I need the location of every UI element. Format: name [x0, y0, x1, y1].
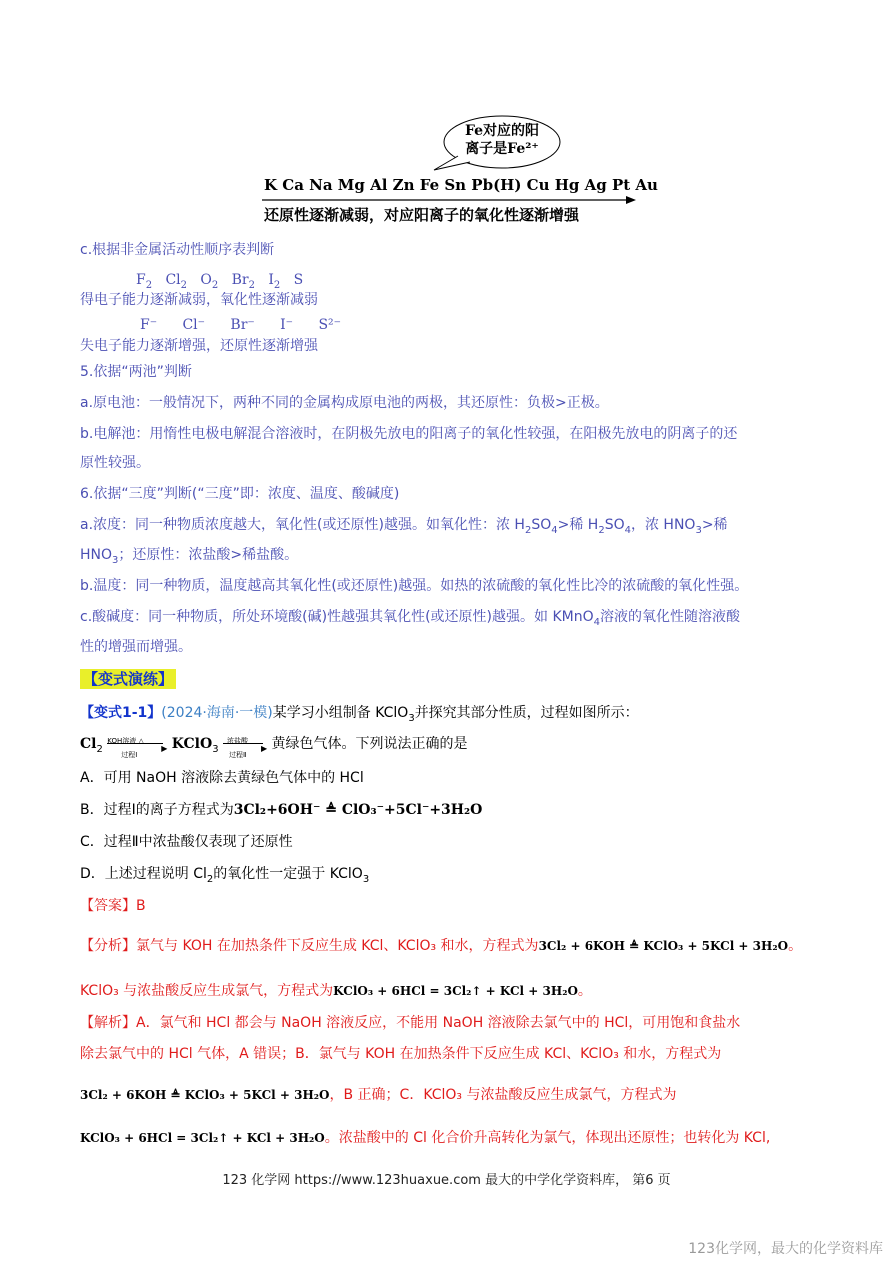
- ion-S: S²⁻: [318, 317, 342, 333]
- option-b: B．过程Ⅰ的离子方程式为3Cl₂+6OH⁻ ≜ ClO₃⁻+5Cl⁻+3H₂O: [80, 802, 483, 818]
- section5-heading: 5.依据“两池”判断: [80, 364, 192, 380]
- ion-row: [140, 315, 341, 335]
- explain-line-4: KClO₃ + 6HCl = 3Cl₂↑ + KCl + 3H₂O。浓盐酸中的 Cl 化合价升高转化为氯气，体现出还原性；也转化为 KCl,: [80, 1130, 771, 1146]
- element-I: $I_2$: [268, 272, 281, 291]
- answer: 【答案】B: [80, 898, 146, 914]
- question-header: 【变式1-1】(2024·海南·一模)某学习小组制备 KClO$_3$并探究其部分性质，过程如图所示：: [80, 705, 639, 724]
- section6-c2: 性的增强而增强。: [80, 639, 192, 655]
- ion-Cl: Cl⁻: [182, 317, 206, 333]
- ion-I: I⁻: [280, 317, 294, 333]
- element-Cl: $Cl_2$: [165, 272, 188, 291]
- option-a: A．可用 NaOH 溶液除去黄绿色气体中的 HCl: [80, 770, 364, 786]
- section6-a2: $HNO_3$；还原性：浓盐酸>稀盐酸。: [80, 547, 299, 566]
- reaction-flow: $Cl_2$ KOH溶液 △ ▶ 过程Ⅰ KClO$_3$ 浓盐酸 ▶ 过程Ⅱ 黄绿色气体。下列说法正确的是: [80, 736, 468, 759]
- analysis-equation-1: 3Cl₂ + 6KOH ≜ KClO₃ + 5KCl + 3H₂O: [538, 939, 789, 953]
- question-source: (2024·海南·一模): [161, 705, 273, 721]
- element-row: [136, 270, 303, 290]
- analysis-equation-2: KClO₃ + 6HCl = 3Cl₂↑ + KCl + 3H₂O: [333, 984, 578, 998]
- explain-equation-4: KClO₃ + 6HCl = 3Cl₂↑ + KCl + 3H₂O: [80, 1131, 325, 1145]
- metal-series: K Ca Na Mg Al Zn Fe Sn Pb(H) Cu Hg Ag Pt Au: [264, 176, 658, 194]
- analysis-line-1: 【分析】氯气与 KOH 在加热条件下反应生成 KCl、KClO₃ 和水，方程式为3Cl₂ + 6KOH ≜ KClO₃ + 5KCl + 3H₂O。: [80, 938, 803, 954]
- section5-b2: 原性较强。: [80, 455, 150, 471]
- analysis-line-2: KClO₃ 与浓盐酸反应生成氯气，方程式为KClO₃ + 6HCl = 3Cl₂↑ + KCl + 3H₂O。: [80, 983, 592, 999]
- explain-line-3: 3Cl₂ + 6KOH ≜ KClO₃ + 5KCl + 3H₂O，B 正确；C．KClO₃ 与浓盐酸反应生成氯气，方程式为: [80, 1087, 677, 1103]
- option-d: D．上述过程说明 $Cl_2$的氧化性一定强于 KClO$_3$: [80, 866, 370, 885]
- ion-F: F⁻: [140, 317, 158, 333]
- gain-electron-text: 得电子能力逐渐减弱，氧化性逐渐减弱: [80, 292, 318, 308]
- question-label: 【变式1-1】: [80, 705, 162, 721]
- bubble-text: [454, 122, 550, 158]
- explain-line-1: 【解析】A．氯气和 HCl 都会与 NaOH 溶液反应，不能用 NaOH 溶液除去氯气中的 HCl，可用饱和食盐水: [80, 1015, 741, 1031]
- section6-c1: c.酸碱度：同一种物质，所处环境酸(碱)性越强其氧化性(或还原性)越强。如 KMnO$_4$溶液的氧化性随溶液酸: [80, 609, 740, 628]
- element-O: $O_2$: [200, 272, 219, 291]
- section-c-heading: c.根据非金属活动性顺序表判断: [80, 242, 275, 258]
- section6-heading: 6.依据“三度”判断(“三度”即：浓度、温度、酸碱度): [80, 486, 400, 502]
- section5-a: a.原电池：一般情况下，两种不同的金属构成原电池的两极，其还原性：负极>正极。: [80, 395, 609, 411]
- lose-electron-text: 失电子能力逐渐增强，还原性逐渐增强: [80, 338, 318, 354]
- flow-arrow-2: 浓盐酸 ▶ 过程Ⅱ: [223, 737, 267, 751]
- section6-b: b.温度：同一种物质，温度越高其氧化性(或还原性)越强。如热的浓硫酸的氧化性比冷的浓硫酸的氧化性强。: [80, 578, 749, 594]
- option-b-equation: 3Cl₂+6OH⁻ ≜ ClO₃⁻+5Cl⁻+3H₂O: [233, 802, 483, 818]
- practice-tag: 【变式演练】: [80, 669, 176, 689]
- watermark: 123化学网，最大的化学资料库: [688, 1241, 883, 1257]
- page-footer: 123 化学网 https://www.123huaxue.com 最大的中学化学资料库， 第6 页: [222, 1173, 671, 1188]
- activity-series-diagram: [258, 112, 658, 224]
- explain-equation-3: 3Cl₂ + 6KOH ≜ KClO₃ + 5KCl + 3H₂O: [80, 1088, 330, 1102]
- explain-line-2: 除去氯气中的 HCl 气体，A 错误；B．氯气与 KOH 在加热条件下反应生成 KCl、KClO₃ 和水，方程式为: [80, 1046, 722, 1062]
- bubble-line-2: 离子是Fe²⁺: [465, 141, 539, 157]
- series-caption: 还原性逐渐减弱，对应阳离子的氧化性逐渐增强: [264, 206, 580, 224]
- option-c: C．过程Ⅱ中浓盐酸仅表现了还原性: [80, 834, 293, 850]
- bubble-line-1: Fe对应的阳: [464, 123, 540, 139]
- element-S: S: [293, 272, 304, 288]
- section6-a1: a.浓度：同一种物质浓度越大，氧化性(或还原性)越强。如氧化性：浓 $H_2SO_4>$稀 $H_2SO_4$，浓 $HNO_3>$稀: [80, 517, 728, 536]
- ion-Br: Br⁻: [230, 317, 255, 333]
- element-F: $F_2$: [136, 272, 153, 291]
- section5-b1: b.电解池：用惰性电极电解混合溶液时，在阴极先放电的阳离子的氧化性较强，在阳极先放电的阴离子的还: [80, 426, 738, 442]
- element-Br: $Br_2$: [231, 272, 255, 291]
- flow-arrow-1: KOH溶液 △ ▶ 过程Ⅰ: [107, 737, 168, 759]
